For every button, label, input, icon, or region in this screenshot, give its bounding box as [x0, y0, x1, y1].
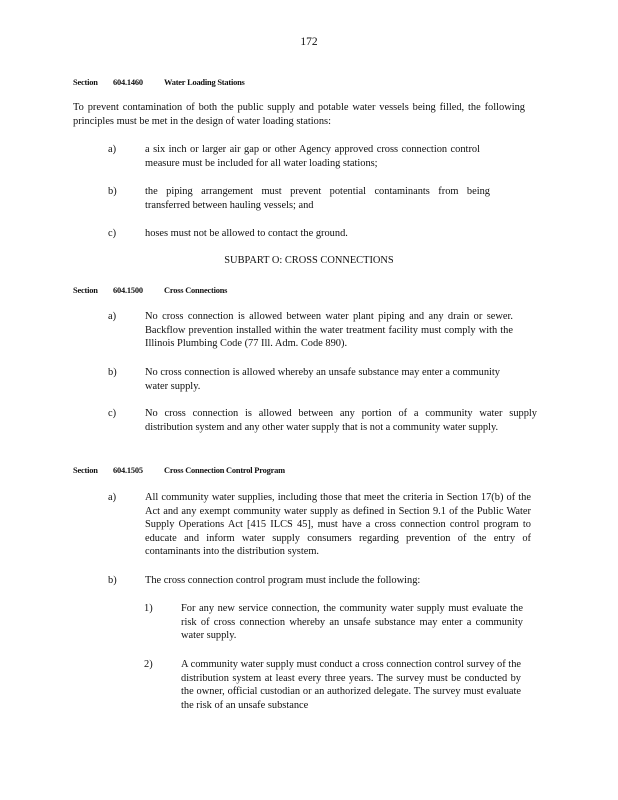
item-marker: c): [108, 228, 117, 239]
section-title: Cross Connections: [164, 286, 228, 295]
subitem-marker: 2): [144, 659, 153, 670]
item-marker: a): [108, 311, 117, 322]
subitem-text: A community water supply must conduct a cross connection control survey of the distribution system at least every three years. The survey must be conducted by the owner, official custodian or an authorized delegate. The survey must evaluate the risk of an unsafe substance: [181, 659, 521, 711]
item-text: the piping arrangement must prevent potential contaminants from being transferred between hauling vessels; and: [145, 186, 490, 211]
section-label: Section: [73, 466, 98, 475]
subitem-marker: 1): [144, 603, 153, 614]
section-label: Section: [73, 78, 98, 87]
item-marker: b): [108, 367, 117, 378]
item-text: The cross connection control program must include the following:: [145, 575, 421, 586]
item-text: a six inch or larger air gap or other Agency approved cross connection control measure must be included for all water loading stations;: [145, 144, 480, 169]
section-title: Water Loading Stations: [164, 78, 245, 87]
item-text: No cross connection is allowed between any portion of a community water supply distribution system and any other water supply that is not a community water supply.: [145, 408, 537, 433]
section-number: 604.1500: [113, 286, 143, 295]
intro-paragraph: To prevent contamination of both the public supply and potable water vessels being filled, the following principles must be met in the design of water loading stations:: [73, 102, 525, 127]
item-text: No cross connection is allowed between water plant piping and any drain or sewer. Backflow prevention installed within the water treatment facility must comply with the Illinois Plumbing Code (77 Ill. Adm. Code 890).: [145, 311, 513, 350]
subitem-text: For any new service connection, the community water supply must evaluate the risk of cross connection whereby an unsafe substance may enter a community water supply.: [181, 603, 523, 642]
section-number: 604.1505: [113, 466, 143, 475]
item-text: All community water supplies, including those that meet the criteria in Section 17(b) of the Act and any exempt community water supply as defined in Section 9.1 of the Public Water Supply Operations Act [415 ILCS 45], must have a cross connection control program to educate and inform water supply consumers regarding prevention of the entry of contaminants into the distribution system.: [145, 492, 531, 558]
item-marker: c): [108, 408, 117, 419]
section-heading-604-1505: [73, 464, 285, 478]
section-heading-604-1500: [73, 284, 228, 298]
subpart-heading: SUBPART O: CROSS CONNECTIONS: [224, 255, 394, 266]
section-label: Section: [73, 286, 98, 295]
item-marker: a): [108, 492, 117, 503]
section-heading-604-1460: [73, 76, 245, 90]
section-title: Cross Connection Control Program: [164, 466, 285, 475]
item-marker: b): [108, 186, 117, 197]
section-number: 604.1460: [113, 78, 143, 87]
page-number: 172: [300, 36, 318, 48]
item-marker: b): [108, 575, 117, 586]
item-text: No cross connection is allowed whereby an unsafe substance may enter a community water supply.: [145, 367, 500, 392]
item-marker: a): [108, 144, 117, 155]
item-text: hoses must not be allowed to contact the ground.: [145, 228, 348, 239]
